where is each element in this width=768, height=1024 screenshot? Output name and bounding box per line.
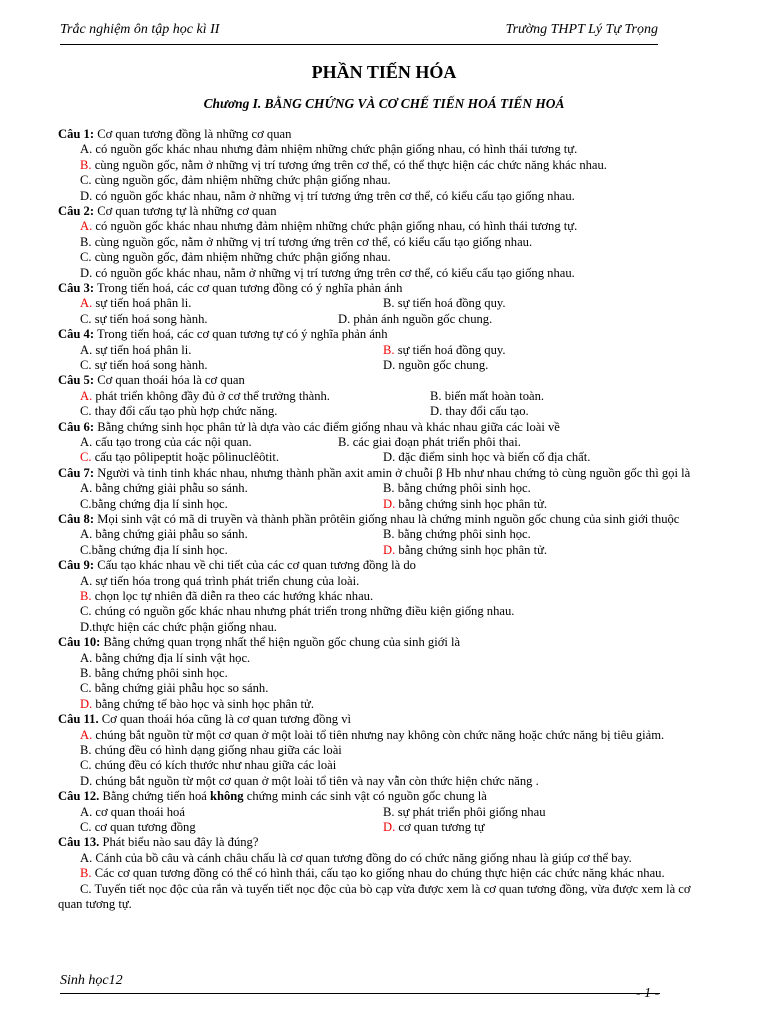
option-d: D. phản ánh nguồn gốc chung. bbox=[338, 311, 493, 326]
question-11: Câu 11. Cơ quan thoái hóa cũng là cơ quan tương đồng vì bbox=[58, 712, 351, 727]
option-d: D. bằng chứng tế bào học và sinh học phân tử. bbox=[80, 696, 315, 711]
footer-divider bbox=[60, 993, 660, 994]
option-d: D.thực hiện các chức phận giống nhau. bbox=[80, 619, 277, 634]
option-row bbox=[58, 435, 698, 450]
option-d: D. đặc điểm sinh học và biến cố địa chất. bbox=[383, 450, 591, 465]
footer-subject: Sinh học12 bbox=[60, 973, 123, 988]
question-13: Câu 13. Phát biểu nào sau đây là đúng? bbox=[58, 835, 259, 850]
option-c: C. cùng nguồn gốc, đảm nhiệm những chức phận giống nhau. bbox=[80, 250, 391, 265]
option-d: D. chúng bắt nguồn từ một cơ quan ở một loài tổ tiên và nay vẫn còn thức hiện chức năng . bbox=[80, 773, 539, 788]
question-list bbox=[58, 127, 698, 913]
option-d: D. có nguồn gốc khác nhau, nằm ở những vị trí tương ứng trên cơ thể, có kiểu cấu tạo giống nhau. bbox=[80, 188, 575, 203]
option-a: A. chúng bắt nguồn từ một cơ quan ở một loài tổ tiên nhưng nay không còn chức năng hoặc chức năng bị tiêu giảm. bbox=[80, 727, 665, 742]
option-a: A. Cánh của bồ câu và cánh châu chấu là cơ quan tương đồng do có chức năng giống nhau là giúp cơ thể bay. bbox=[80, 850, 632, 865]
option-b: B. bằng chứng phôi sinh học. bbox=[383, 527, 531, 542]
option-d: D. bằng chứng sinh học phân tử. bbox=[383, 496, 548, 511]
option-a: A. sự tiến hóa trong quá trình phát triển chung của loài. bbox=[80, 573, 360, 588]
option-row bbox=[58, 820, 698, 835]
header-right: Trường THPT Lý Tự Trọng bbox=[505, 22, 658, 37]
option-row bbox=[58, 481, 698, 496]
option-row bbox=[58, 343, 698, 358]
option-row bbox=[58, 543, 698, 558]
question-1: Câu 1: Cơ quan tương đồng là những cơ quan bbox=[58, 127, 292, 141]
option-c: C. cơ quan tương đồng bbox=[80, 820, 196, 835]
question-5: Câu 5: Cơ quan thoái hóa là cơ quan bbox=[58, 373, 245, 388]
option-b: B. chúng đều có hình dạng giống nhau giữa các loài bbox=[80, 743, 342, 758]
option-b: B. các giai đoạn phát triển phôi thai. bbox=[338, 435, 521, 450]
option-row bbox=[58, 497, 698, 512]
option-b: B. sự tiến hoá đồng quy. bbox=[383, 296, 506, 311]
option-a: A. có nguồn gốc khác nhau nhưng đảm nhiệm những chức phận giống nhau, có hình thái tương tự. bbox=[80, 142, 578, 157]
option-b: B. bằng chứng phôi sinh học. bbox=[383, 481, 531, 496]
option-row bbox=[58, 296, 698, 311]
option-c: C. thay đổi cấu tạo phù hợp chức năng. bbox=[80, 404, 278, 419]
option-a: A. bằng chứng giải phẫu so sánh. bbox=[80, 527, 248, 542]
option-b: B. cùng nguồn gốc, nằm ở những vị trí tương ứng trên cơ thể, có thể thực hiện các chức năng khác nhau. bbox=[80, 157, 607, 172]
option-row bbox=[58, 389, 698, 404]
question-8: Câu 8: Mọi sinh vật có mã di truyền và thành phần prôtêin giống nhau là chứng minh nguồn gốc chung của sinh giới thuộc bbox=[58, 512, 680, 526]
question-4: Câu 4: Trong tiến hoá, các cơ quan tương tự có ý nghĩa phản ánh bbox=[58, 327, 388, 342]
question-12: Câu 12. Bằng chứng tiến hoá không chứng minh các sinh vật có nguồn gốc chung là bbox=[58, 789, 487, 804]
option-row bbox=[58, 450, 698, 465]
option-c: C. Tuyến tiết nọc độc của rắn và tuyến tiết nọc độc của bò cạp vừa được xem là cơ quan tương đồng, vừa được xem là cơ quan tương tự. bbox=[58, 881, 691, 912]
option-d: D. thay đổi cấu tạo. bbox=[430, 404, 529, 419]
option-c: C. bằng chứng giải phẫu học so sánh. bbox=[80, 681, 269, 696]
question-2: Câu 2: Cơ quan tương tự là những cơ quan bbox=[58, 204, 277, 219]
option-d: D. cơ quan tương tự bbox=[383, 820, 485, 835]
option-a: A. bằng chứng giải phẫu so sánh. bbox=[80, 481, 248, 496]
option-b: B. sự tiến hoá đồng quy. bbox=[383, 342, 506, 357]
option-b: B. cùng nguồn gốc, nằm ở những vị trí tương ứng trên cơ thể, có kiểu cấu tạo giống nhau. bbox=[80, 234, 533, 249]
chapter-subtitle: Chương I. BẰNG CHỨNG VÀ CƠ CHẾ TIẾN HOÁ TIẾN HOÁ bbox=[203, 96, 565, 111]
option-a: A. sự tiến hoá phân li. bbox=[80, 296, 192, 311]
option-d: D. bằng chứng sinh học phân tử. bbox=[383, 542, 548, 557]
option-b: B. sự phát triển phôi giống nhau bbox=[383, 804, 546, 819]
option-c: C.bằng chứng địa lí sinh học. bbox=[80, 496, 228, 511]
option-c: C. chúng có nguồn gốc khác nhau nhưng phát triển trong những điều kiện giống nhau. bbox=[80, 604, 515, 619]
option-a: A. sự tiến hoá phân li. bbox=[80, 342, 192, 357]
question-9: Câu 9: Cấu tạo khác nhau về chi tiết của các cơ quan tương đồng là do bbox=[58, 558, 416, 573]
option-a: A. cơ quan thoái hoá bbox=[80, 804, 185, 819]
option-row bbox=[58, 312, 698, 327]
option-c: C. cấu tạo pôlipeptit hoặc pôlinuclêôtit. bbox=[80, 450, 280, 465]
option-c: C. sự tiến hoá song hành. bbox=[80, 311, 208, 326]
option-a: A. bằng chứng địa lí sinh vật học. bbox=[80, 650, 251, 665]
option-b: B. chọn lọc tự nhiên đã diễn ra theo các hướng khác nhau. bbox=[80, 589, 374, 603]
option-d: D. nguồn gốc chung. bbox=[383, 358, 489, 373]
option-row bbox=[58, 358, 698, 373]
option-b: B. bằng chứng phôi sinh học. bbox=[80, 666, 228, 681]
header-left: Trắc nghiệm ôn tập học kì II bbox=[60, 22, 220, 37]
option-row bbox=[58, 404, 698, 419]
option-c: C. sự tiến hoá song hành. bbox=[80, 358, 208, 373]
option-row bbox=[58, 527, 698, 542]
option-a: A. có nguồn gốc khác nhau nhưng đảm nhiệm những chức phận giống nhau, có hình thái tương tự. bbox=[80, 219, 578, 234]
option-b: B. Các cơ quan tương đồng có thể có hình thái, cấu tạo ko giống nhau do chúng thực hiện các chức năng khác nhau. bbox=[80, 866, 665, 881]
option-c: C.bằng chứng địa lí sinh học. bbox=[80, 542, 228, 557]
option-c: C. cùng nguồn gốc, đảm nhiệm những chức phận giống nhau. bbox=[80, 173, 391, 188]
option-a: A. cấu tạo trong của các nội quan. bbox=[80, 435, 252, 450]
option-a: A. phát triển không đầy đủ ở cơ thể trưởng thành. bbox=[80, 388, 330, 403]
option-b: B. biến mất hoàn toàn. bbox=[430, 388, 545, 403]
page-number: - 1 - bbox=[636, 986, 660, 1001]
page-header bbox=[60, 20, 658, 45]
question-3: Câu 3: Trong tiến hoá, các cơ quan tương đồng có ý nghĩa phản ánh bbox=[58, 281, 403, 296]
question-10: Câu 10: Bằng chứng quan trọng nhất thể hiện nguồn gốc chung của sinh giới là bbox=[58, 635, 461, 650]
option-d: D. có nguồn gốc khác nhau, nằm ở những vị trí tương ứng trên cơ thể, có kiểu cấu tạo giống nhau. bbox=[80, 265, 575, 280]
question-7: Câu 7: Người và tinh tinh khác nhau, nhưng thành phần axit amin ở chuỗi β Hb như nhau chứng tỏ cùng nguồn gốc thì gọi là bbox=[58, 465, 691, 480]
option-row bbox=[58, 805, 698, 820]
option-c: C. chúng đều có kích thước như nhau giữa các loài bbox=[80, 758, 337, 773]
page-title: PHẦN TIẾN HÓA bbox=[311, 62, 457, 82]
question-6: Câu 6: Bằng chứng sinh học phân tử là dựa vào các điểm giống nhau và khác nhau giữa các loài về bbox=[58, 419, 560, 434]
